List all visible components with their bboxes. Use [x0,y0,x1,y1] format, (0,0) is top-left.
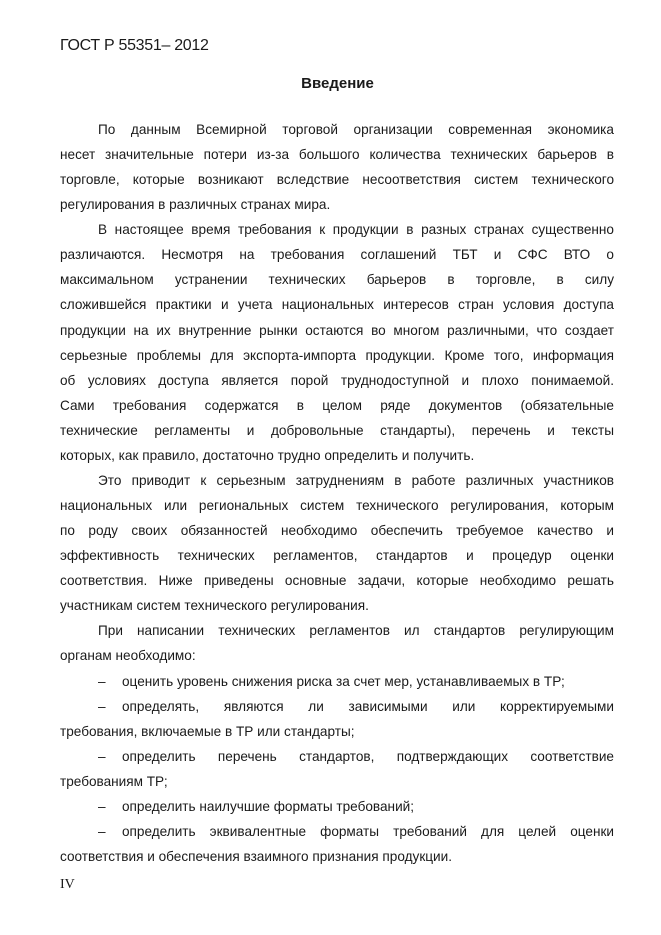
text-line: торговле, которые возникают вследствие несоответствия систем технического [60,172,614,188]
text-line: технические регламенты и добровольные стандарты), перечень и тексты [60,422,614,438]
text-line: оценить уровень снижения риска за счет мер, устанавливаемых в ТР; [122,673,565,689]
text-line: В настоящее время требования к продукции в разных странах существенно [98,222,614,238]
list-bullet-dash: – [98,823,106,839]
list-bullet-dash: – [98,748,106,764]
text-line: продукции на их внутренние рынки остаются во многом различными, что создает [60,322,614,338]
text-line: серьезные проблемы для экспорта-импорта продукции. Кроме того, информация [60,347,614,363]
text-line: Это приводит к серьезным затруднениям в работе различных участников [98,472,614,488]
text-line: по роду своих обязанностей необходимо обеспечить требуемое качество и [60,523,614,539]
text-line: требованиям ТР; [60,773,168,789]
list-bullet-dash: – [98,698,106,714]
text-line: Сами требования содержатся в целом ряде документов (обязательные [60,397,614,413]
text-line: максимальном устранении технических барьеров в торговле, в силу [60,272,614,288]
text-line: регулирования в различных странах мира. [60,197,331,213]
section-title: Введение [301,75,374,92]
text-line: эффективность технических регламентов, стандартов и процедур оценки [60,548,614,564]
text-line: сложившейся практики и учета национальных интересов стран условия доступа [60,297,614,313]
text-line: требования, включаемые в ТР или стандарты; [60,723,355,739]
text-line: национальных или региональных систем технического регулирования, которым [60,498,614,514]
list-bullet-dash: – [98,798,106,814]
text-line: об условиях доступа является порой труднодоступной и плохо понимаемой. [60,372,614,388]
text-line: определить эквивалентные форматы требований для целей оценки [122,823,614,839]
text-line: определить перечень стандартов, подтверждающих соответствие [122,748,614,764]
list-bullet-dash: – [98,673,106,689]
text-line: соответствия. Ниже приведены основные задачи, которые необходимо решать [60,573,614,589]
page-number: IV [60,877,75,892]
text-line: При написании технических регламентов ил стандартов регулирующим [98,623,614,639]
text-line: участникам систем технического регулирования. [60,598,369,614]
text-line: различаются. Несмотря на требования соглашений ТБТ и СФС ВТО о [60,247,614,263]
text-line: По данным Всемирной торговой организации современная экономика [98,122,614,137]
text-line: соответствия и обеспечения взаимного признания продукции. [60,849,453,865]
text-line: которых, как правило, достаточно трудно определить и получить. [60,447,475,463]
text-line: несет значительные потери из-за большого количества технических барьеров в [60,147,614,163]
document-code-header: ГОСТ Р 55351– 2012 [60,37,209,54]
text-line: органам необходимо: [60,648,196,664]
text-line: определять, являются ли зависимыми или корректируемыми [122,698,614,714]
text-line: определить наилучшие форматы требований; [122,798,415,814]
